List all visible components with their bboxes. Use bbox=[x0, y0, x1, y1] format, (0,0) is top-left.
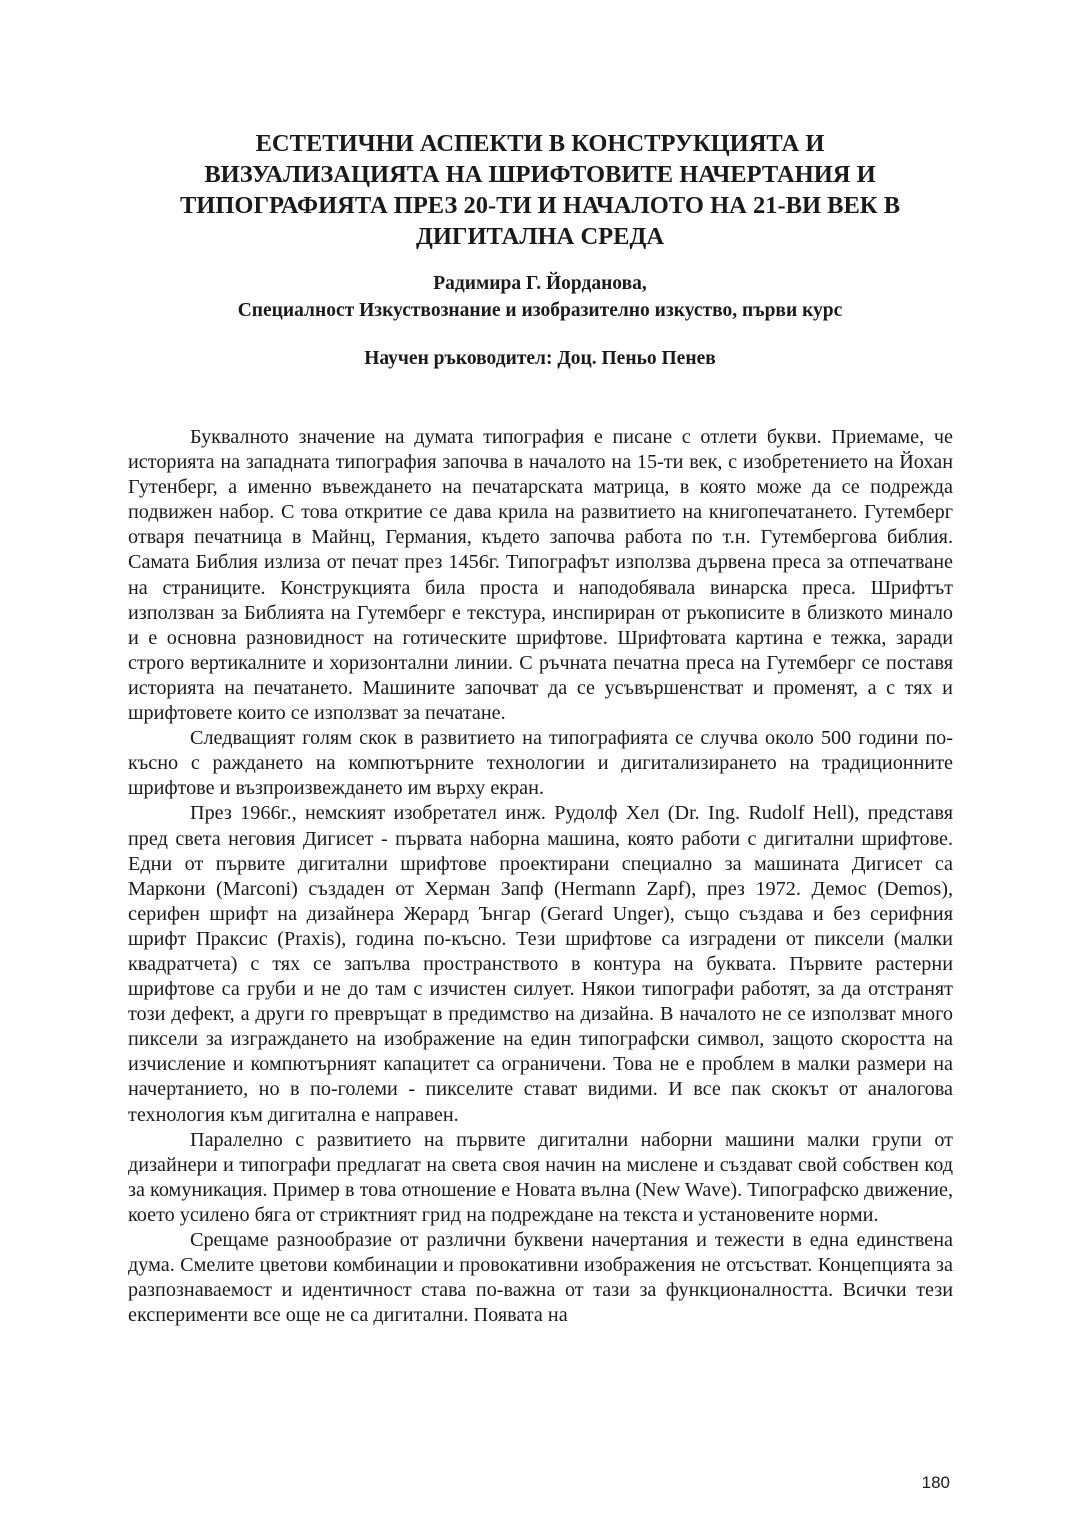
title-line: ЕСТЕТИЧНИ АСПЕКТИ В КОНСТРУКЦИЯТА И bbox=[255, 130, 825, 157]
title-line: ТИПОГРАФИЯТА ПРЕЗ 20-ТИ И НАЧАЛОТО НА 21-ВИ ВЕК В bbox=[179, 192, 901, 219]
paragraph: Паралелно с развитието на първите дигитални наборни машини малки групи от дизайнери и типографи предлагат на света своя начин на мислене и създават свой собствен код за комуникация. Пример в това отношение е Новата вълна (New Wave). Типографско движение, което усилено бяга от стриктният грид на подреждане на текста и установените норми. bbox=[128, 1128, 953, 1226]
author-affiliation: Специалност Изкуствознание и изобразително изкуство, първи курс bbox=[237, 300, 843, 321]
supervisor-line: Научен ръководител: Доц. Пеньо Пенев bbox=[364, 348, 716, 369]
author-name: Радимира Г. Йорданова, bbox=[433, 273, 647, 294]
paragraph: Буквалното значение на думата типография е писане с отлети букви. Приемаме, че историята на западната типография започва в началото на 15-ти век, с изобретението на Йохан Гутенберг, а именно въвеждането на печатарската матрица, в която може да се подрежда подвижен набор. С това откритие се дава крила на развитието на книгопечатането. Гутемберг отваря печатница в Майнц, Германия, където започва работа по т.н. Гутембергова библия. Самата Библия излиза от печат през 1456г. Типографът използва дървена преса за отпечатване на страниците. Конструкцията била проста и наподобявала винарска преса. Шрифтът използван за Библията на Гутемберг е текстура, инспириран от ръкописите в близкото минало и е основна разновидност на готическите шрифтове. Шрифтовата картина е тежка, заради строго вертикалните и хоризонтални линии. С ръчната печатна преса на Гутемберг се поставя историята на печатането. Машините започват да се усъвършенстват и променят, а с тях и шрифтовете които се използват за печатане. bbox=[128, 426, 953, 725]
page-number: 180 bbox=[921, 1473, 950, 1492]
paragraph: През 1966г., немският изобретател инж. Рудолф Хел (Dr. Ing. Rudolf Hell), представя пред света неговия Дигисет - първата наборна машина, която работи с дигитални шрифтове. Едни от първите дигитални шрифтове проектирани специално за машината Дигисет са Маркони (Marconi) създаден от Херман Запф (Hermann Zapf), през 1972. Демос (Demos), серифен шрифт на дизайнера Жерард Ънгар (Gerard Unger), също създава и без серифния шрифт Праксис (Praxis), година по-късно. Тези шрифтове са изградени от пиксели (малки квадратчета) с тях се запълва пространството в контура на буквата. Първите растерни шрифтове са груби и не до там с изчистен силует. Някои типографи работят, за да отстранят този дефект, а други го превръщат в предимство на дизайна. В началото не се използват много пиксели за изграждането на изображение на един типографски символ, защото скоростта на изчисление и компютърният капацитет са ограничени. Това не е проблем в малки размери на начертанието, но в по-големи - пикселите стават видими. И все пак скокът от аналогова технология към дигитална е направен. bbox=[128, 802, 953, 1126]
paragraph: Следващият голям скок в развитието на типографията се случва около 500 години по-късно с раждането на компютърните технологии и дигитализирането на традиционните шрифтове и възпроизвеждането им върху екран. bbox=[128, 727, 953, 800]
paper-title bbox=[130, 128, 950, 252]
title-line: ВИЗУАЛИЗАЦИЯТА НА ШРИФТОВИТЕ НАЧЕРТАНИЯ И bbox=[204, 161, 876, 188]
author-block bbox=[130, 270, 950, 324]
title-line: ДИГИТАЛНА СРЕДА bbox=[415, 223, 665, 250]
body-text bbox=[128, 425, 953, 1328]
paragraph: Срещаме разнообразие от различни буквени начертания и тежести в една единствена дума. Смелите цветови комбинации и провокативни изображения не отсъстват. Концепцията за разпознаваемост и идентичност става по-важна от тази за функционалността. Всички тези експерименти все още не са дигитални. Появата на bbox=[128, 1229, 953, 1327]
